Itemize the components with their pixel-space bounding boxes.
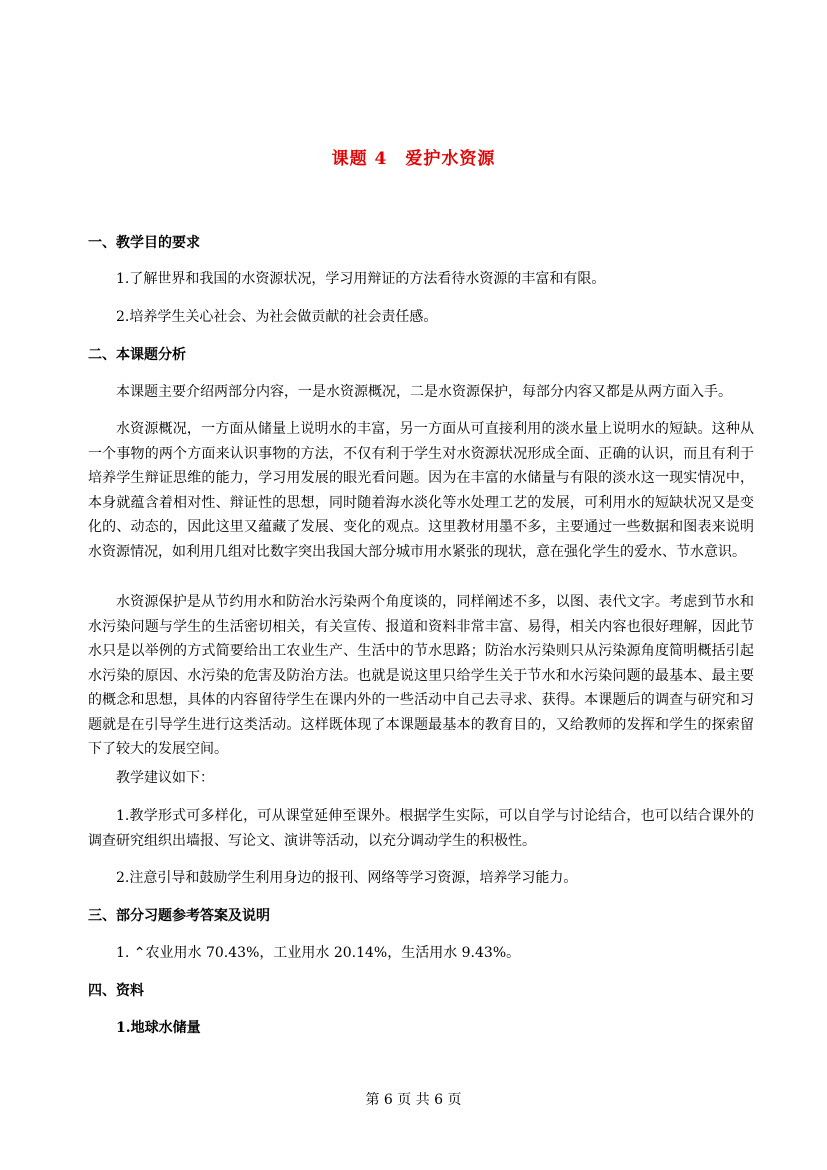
paragraph: 2.注意引导和鼓励学生利用身边的报刊、网络等学习资源，培养学习能力。 (116, 870, 578, 886)
section-heading-2: 二、本课题分析 (88, 347, 186, 363)
list-item: 1.了解世界和我国的水资源状况，学习用辩证的方法看待水资源的丰富和有限。 (116, 271, 606, 287)
subsection-heading: 1.地球水储量 (116, 1020, 201, 1036)
paragraph: 水资源概况，一方面从储量上说明水的丰富，另一方面从可直接利用的淡水量上说明水的短缺。这种从一个事物的两个方面来认识事物的方法，不仅有利于学生对水资源状况形成全面、正确的认识，而且有利于培养学生辩证思维的能力，学习用发展的眼光看问题。因为在丰富的水储量与有限的淡水这一现实情况中，本身就蕴含着相对性、辩证性的思想，同时随着海水淡化等水处理工艺的发展，可利用水的短缺状况又是变化的、动态的，因此这里又蕴藏了发展、变化的观点。这里教材用墨不多，主要通过一些数据和图表来说明水资源情况，如利用几组对比数字突出我国大部分城市用水紧张的现状，意在强化学生的爱水、节水意识。 (88, 421, 754, 560)
page-footer: 第 6 页 共 6 页 (365, 1092, 462, 1108)
list-item: 1. ⌃农业用水 70.43%，工业用水 20.14%，生活用水 9.43%。 (116, 945, 521, 961)
section-heading-1: 一、教学目的要求 (88, 235, 200, 251)
section-heading-4: 四、资料 (88, 983, 144, 999)
paragraph: 1.教学形式可多样化，可从课堂延伸至课外。根据学生实际，可以自学与讨论结合，也可以结合课外的调查研究组织出墙报、写论文、演讲等活动，以充分调动学生的积极性。 (88, 808, 754, 849)
paragraph: 水资源保护是从节约用水和防治水污染两个角度谈的，同样阐述不多，以图、表代文字。考虑到节水和水污染问题与学生的生活密切相关，有关宣传、报道和资料非常丰富、易得，相关内容也很好理解，因此节水只是以举例的方式简要给出工农业生产、生活中的节水思路；防治水污染则只从污染源角度简明概括引起水污染的原因、水污染的危害及防治方法。也就是说这里只给学生关于节水和水污染问题的最基本、最主要的概念和思想，具体的内容留待学生在课内外的一些活动中自己去寻求、获得。本课题后的调查与研究和习题就是在引导学生进行这类活动。这样既体现了本课题最基本的教育目的，又给教师的发挥和学生的探索留下了较大的发展空间。 (88, 594, 754, 757)
paragraph: 教学建议如下： (116, 770, 214, 786)
page-title: 课题 4 爱护水资源 (331, 149, 496, 169)
list-item: 2.培养学生关心社会、为社会做贡献的社会责任感。 (116, 309, 438, 325)
section-heading-3: 三、部分习题参考答案及说明 (88, 908, 270, 924)
paragraph: 本课题主要介绍两部分内容，一是水资源概况，二是水资源保护，每部分内容又都是从两方面入手。 (116, 384, 732, 400)
